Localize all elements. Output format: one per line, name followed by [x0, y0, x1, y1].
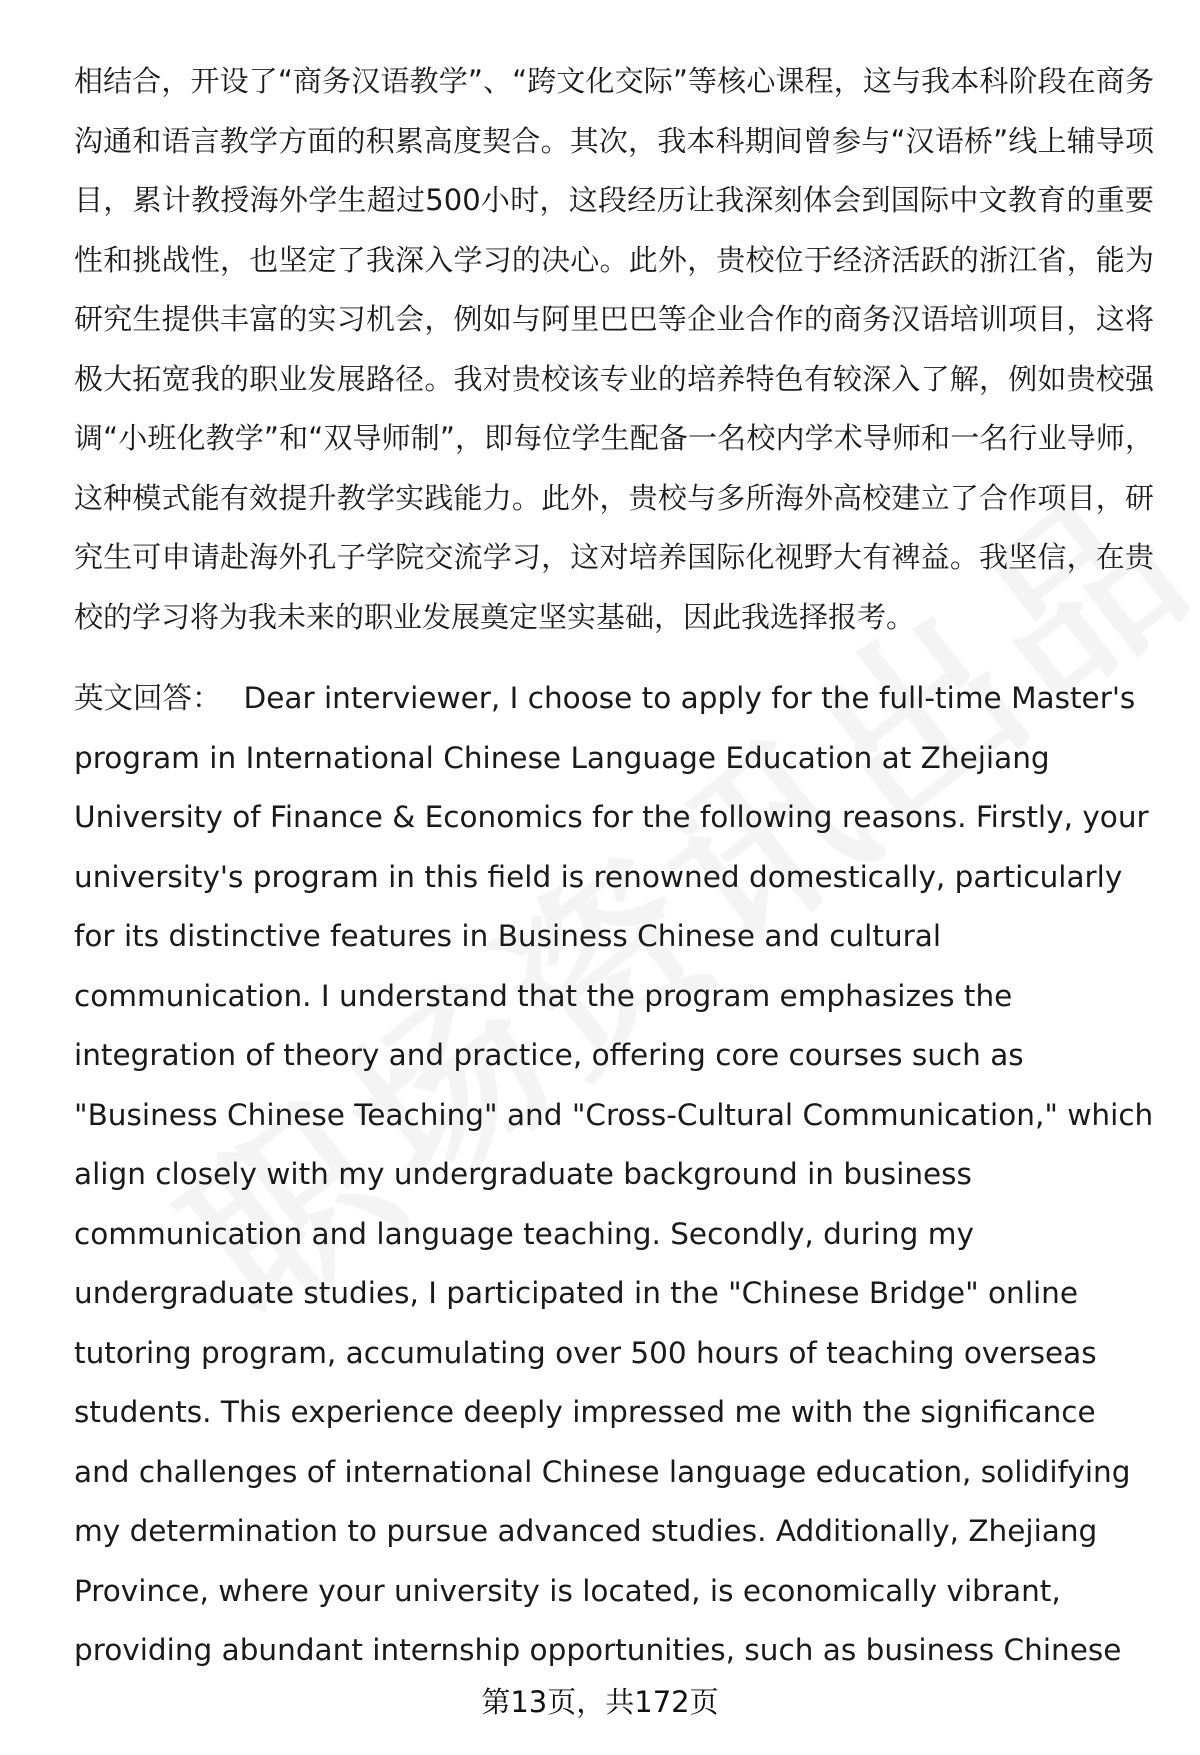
page-number-footer: 第13页，共172页 [481, 1685, 719, 1719]
english-answer-text: Dear interviewer, I choose to apply for the full-time Master's program in International Chinese Language Education at Zhejiang University of Finance & Economics for the following reasons. Firstly, your university's program in this field is renowned domestically, particularly for its distinctive features in Business Chinese and cultural communication. I understand that the program emphasizes the integration of theory and practice, offering core courses such as "Business Chinese Teaching" and "Cross-Cultural Communication," which align closely with my undergraduate background in business communication and language teaching. Secondly, during my undergraduate studies, I participated in the "Chinese Bridge" online tutoring program, accumulating over 500 hours of teaching overseas students. This experience deeply impressed me with the significance and challenges of international Chinese language education, solidifying my determination to pursue advanced studies. Additionally, Zhejiang Province, where your university is located, is economically vibrant, providing abundant internship opportunities, such as business Chinese [74, 681, 1154, 1667]
english-answer-label: 英文回答： [74, 681, 222, 715]
document-body [74, 52, 1154, 1681]
chinese-answer-paragraph: 相结合，开设了“商务汉语教学”、“跨文化交际”等核心课程，这与我本科阶段在商务沟通和语言教学方面的积累高度契合。其次，我本科期间曾参与“汉语桥”线上辅导项目，累计教授海外学生超过500小时，这段经历让我深刻体会到国际中文教育的重要性和挑战性，也坚定了我深入学习的决心。此外，贵校位于经济活跃的浙江省，能为研究生提供丰富的实习机会，例如与阿里巴巴等企业合作的商务汉语培训项目，这将极大拓宽我的职业发展路径。我对贵校该专业的培养特色有较深入了解，例如贵校强调“小班化教学”和“双导师制”，即每位学生配备一名校内学术导师和一名行业导师，这种模式能有效提升教学实践能力。此外，贵校与多所海外高校建立了合作项目，研究生可申请赴海外孔子学院交流学习，这对培养国际化视野大有裨益。我坚信，在贵校的学习将为我未来的职业发展奠定坚实基础，因此我选择报考。 [74, 64, 1154, 634]
english-answer-paragraph [74, 669, 1154, 1681]
